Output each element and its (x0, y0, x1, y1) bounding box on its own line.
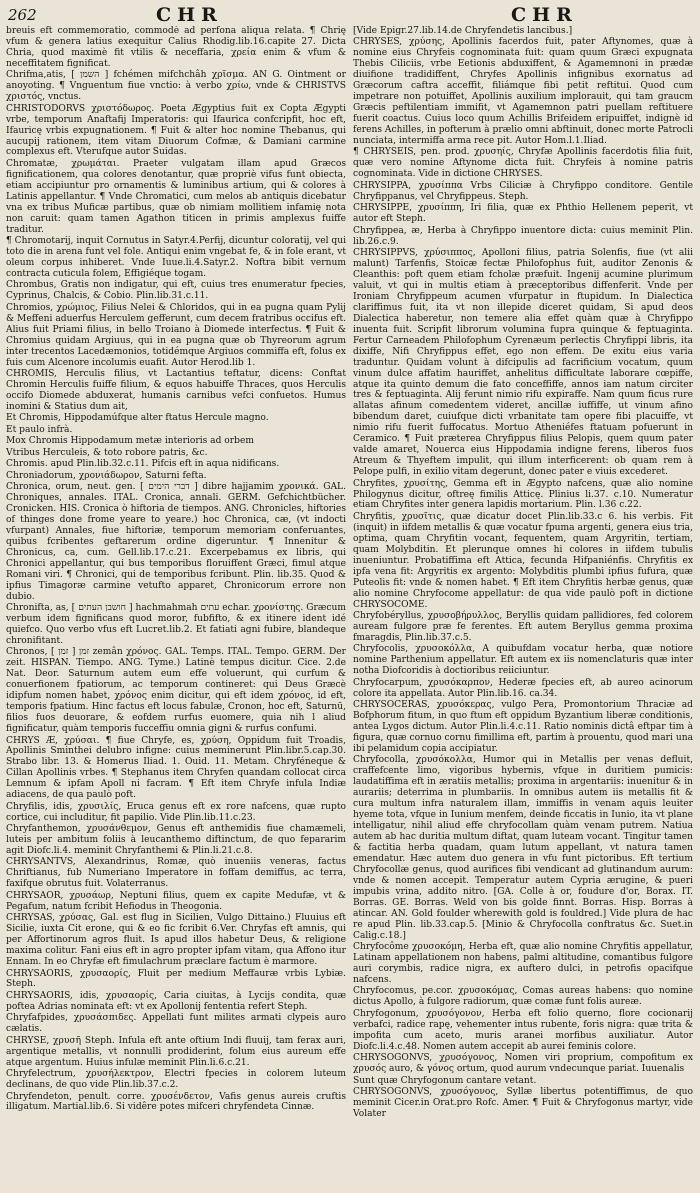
dictionary-entry: Chryfelectrum, χρυσήλεκτρον, Electri fpecies in colorem luteum declinans, de quo vide Plin.lib.37.c.2. (6, 1069, 346, 1091)
dictionary-entry: Mox Chromis Hippodamum metæ interioris ad orbem (6, 436, 254, 447)
dictionary-entry: Chryfocolis, χρυσοκόλλα, A quibufdam vocatur herba, quæ notiore nomine Parthenium appellatur. Eft autem ex iis nomenclaturis quæ inter notha Diofcoridis à doctioribus reiiciuntur. (353, 644, 693, 677)
dictionary-entry: Chryfafpides, χρυσάσπιδες. Appellati funt milites armati clypeis auro cælatis. (6, 1013, 346, 1035)
dictionary-entry: Chryfocôme χρυσοκόμη, Herba eft, quæ alio nomine Chryfitis appellatur, Latinam appellationem non habens, palmi altitudine, comantibus fulgore auri corymbis, radice nigra, ex auftero dulci, in petrofis opacifque nafcens. (353, 942, 693, 985)
running-head-left: CHR (156, 4, 223, 26)
right-column (353, 26, 693, 1189)
dictionary-entry: Chryfobéryllus, χρυσοβήρυλλος, Beryllis quidam pallidiores, fed colorem auream fulgore præ fe ferentes. Eft autem Beryllus gemma proxima fmaragdis, Plin.lib.37.c.5. (353, 611, 693, 643)
dictionary-entry: ¶ Chromotarij, inquit Cornutus in Satyr.4.Perfij, dicuntur coloratij, vel qui toto die in arena funt vel fole. Antiqui enim vngebat fe, & in fole erant, vt oleum corpus inhiberet. Vnde Iuue.li.4.Satyr.2. Noftra bibit vernum contracta cuticula folem, Effigiéque togam. (6, 236, 346, 279)
dictionary-entry: Chryfitis, χρυσῖτις, quæ dicatur docet Plin.lib.33.c 6. his verbis. Fit (inquit) in iifdem metallis & quæ vocatur fpuma argenti, genera eius tria, optima, quam Chryfitin vocant, fequentem, quam Argyritin, tertiam, quam Molybditin. Et plerunque omnes hi colores in iifdem tubulis inueniuntur. Probatiffima eft Attica, fecunda Hifpaniénfis. Chryfitis ex ipfa vena fit: Argyritis ex argento: Molybditis plumbi ipfius fufura, quæ Puteolis fit: vnde & nomen habet. ¶ Eft item Chryfitis herbæ genus, quæ alio nomine Chryfocome appellatur: de qua vide paulò poft in dictione CHRYSOCOME. (353, 511, 693, 610)
dictionary-entry: Chromis. apud Plin.lib.32.c.11. Pifcis eft in aqua nidificans. (6, 459, 280, 470)
dictionary-entry: CHRYSOGONVS, χρυσόγονος, Nomen viri proprium, compofitum ex χρυσός auro, & γόνος ortum, quod aurum vndecunque pariat. Iuuenalis (353, 1053, 693, 1075)
running-head-right: CHR (511, 4, 578, 26)
dictionary-entry: breuis eft commemoratio, commodè ad perfona aliqua relata. ¶ Chrię vfum & genera latius exequitur Calius Rhodig.lib.16.capite 27. Dicta Chria, quod maximè fit vtilis & neceffaria, χρεία enim & vfum & neceffitatem fignificat. (6, 26, 346, 69)
dictionary-entry: CHRYSANTVS, Alexandrinus, Romæ, quò inueniis veneras, factus Chriftianus, fub Numeriano Imperatore in foffam demiffus, ac terra, faxifque obrutus fuit. Volaterranus. (6, 857, 346, 890)
dictionary-entry: Chronica, orum, neut. gen. [ דברי הימים ] dibre hajjamim χρονικά. GAL. Chroniques, annales. ITAL. Cronica, annali. GERM. Gefchichtbücher. Cronicken. HIS. Cronica ò hiftoria de tiempos. ANG. Chronicles, hiftories of thinges done frome yeare to yeare.) hoc Chronica, cæ, (vt indocti vfurpant) Annales, fiue hiftoriæ, temporum memoriam conferuantes, quibus fcribentes geftarerum ordine digeruntur. ¶ Innenitur & Chronicus, ca, cum. Gell.lib.17.c.21. Excerpebamus ex libris, qui Chronici appellantur, qui bus temporibus floruiffent Græci, fimul atque Romani viri. ¶ Chronici, qui de temporibus fcribunt. Plin. lib.35. Quod & ipfius Timagoræ carmine vetufto apparet, Chronicorum errore non dubio. (6, 482, 346, 602)
dictionary-entry: CHRYSIPPVS, χρύσιππος, Apolloni filius, patria Solenfis, fiue (vt alii malunt) Tarfenfis, Stoicæ fectæ Philofophus fuit, auditor Zenonis & Cleanthis: poft quem etiam fcholæ præfuit. Ingenij acumine plurimum valuit, vt qui in multis etiam à præceptoribus diffenferit. Vnde per Ironiam Chryfippeum acumen vfurpatur in ftupidum. In Dialectica clariffimus fuit, ita vt non illepide diceret quidam, Si apud deos Dialectica haberetur, non temere alia effet quàm quæ à Chryfippo inuenta fuit. Scripfit librorum volumina fupra quinque & feptuaginta. Fertur Carneadem Philofophum Cyrenæum perlectis Chryfippi libris, ita dixiffe, Nifi Chryfippus effet, ego non effem. De exitu eius varia traduntur. Quidam volunt à difcipulis ad facrificium vocatum, quum vinum dulce affatim hauriffet, anhelitus difficultate laborare cœpiffe, atque ita quinto demum die fato conceffiffe, annos iam natum circiter tres & feptuaginta. Alij ferunt nimio rifu expiraffe. Nam quum ficus rure allatas afinum comedentem videret, ancillæ iuffiffe, ut vinum afino bibendum daret, cuiufque dicti vrbanitate tam opere fibi placuiffe, vt nimio rifu fuerit fuffocatus. Mortuo Atheniéfes ftatuam pofuerunt in Ceramico. ¶ Fuit præterea Chryfippus filius Pelopis, quem quum pater valde amaret, Nouerca eius Hippodamia indigne ferens, liberos fuos Atreum & Thyeftem impulit, qui illum interficerent: ob quam rem à Pelope pulfi, in exilio vitam degerunt, donec pater e viuis excederet. (353, 248, 693, 478)
dictionary-entry: CHRYSES, χρύσης, Apollinis facerdos fuit, pater Aftynomes, quæ à nomine eius Chryfeis cognominata fuit: quam quum Græci expugnata Thebis Ciliciis, vrbe Eetionis abduxiffent, & Agamemnoni in prædæ diuifione tradidiffent, Chryfes Apollinis infignibus exornatus ad Græcorum caftra acceffit, filiámque fibi petit reftitui. Quod cum impetrare non potuiffet, Apollinis auxilium implorauit, qui tam graucm Græcis peftilentiam immifit, vt Agamemnon patri puellam reftituere fuerit coactus. Cuius loco quum Achillis Brifeidem eripuiffet, indignè id ferens Achilles, in pofterum à prælio omni abftinuit, donec morte Patrocli nunciata, intermiffa arma rece pit. Autor Hom.l.1.Iliad. (353, 37, 693, 147)
dictionary-entry: CHRYSAORIS, χρυσαορίς, Fluit per medium Meffauræ vrbis Lybiæ. Steph. (6, 968, 346, 990)
dictionary-entry: Chryfanthemon, χρυσάνθεμον, Genus eft anthemidis fiue chamæmeli, luteis per ambitum foliis à leucanthemo diftinctum, de quo fepararim agit Diofc.li.4. meminit Chryfanthemi & Plin.li.21.c.8. (6, 824, 346, 857)
dictionary-entry: CHRYSAORIS, idis, χρυσαορίς, Caria ciuitas, à Lycijs condita, quæ poftea Adrias nominata eft: vt ex Apollonij fententia refert Steph. (6, 990, 346, 1012)
page-header (6, 4, 694, 26)
dictionary-entry: Chryfippea, æ, Herba à Chryfippo inuentore dicta: cuius meminit Plin. lib.26.c.9. (353, 225, 693, 247)
page-number: 262 (8, 6, 37, 24)
dictionary-entry: Vtribus Herculeis, & toto robore patris, &c. (6, 447, 208, 458)
dictionary-entry: Chrifma,atis, [ השמן ] fchémen mifchchâh χρῖσμα. AN G. Ointment or anoyoting. ¶ Vnguentum fiue vnctio: à verbo χρίω, vnde & CHRISTVS χριστός, vnctus. (6, 70, 346, 103)
dictionary-entry: CHRYSE, χρυσῆ Steph. Infula eft ante oftium Indi fluuij, tam ferax auri, argentique metallis, vt nonnulli prodiderint, folum eius aureum effe atque argentum. Huius infulæ meminit Plin.li.6.c.21. (6, 1035, 346, 1068)
dictionary-entry: [Vide Epigr.27.lib.14.de Chryfendetis lancibus.] (353, 26, 573, 36)
dictionary-entry: ¶ CHRYSEIS, pen. prod. χρυσηίς, Chryfæ Apollinis facerdotis filia fuit, quæ vero nomine Aftynome dicta fuit. Chryfeis à nomine patris cognominata. Vide in dictione CHRYSES. (353, 147, 693, 180)
dictionary-entry: CHRYS Æ, χρύσαι. ¶ fiue Chryfe, es, χρύση, Oppidum fuit Troadis, Apollinis Sminthei delubro infigne: cuius meminerunt Plin.libr.5.cap.30. Strabo libr. 13. & Homerus Iliad. 1. Ouid. 11. Metam. Chryféneque & Cillan Apollinis vrbes. ¶ Stephanus item Chryfen quandam collocat circa Lemnum & ipfam Apoll ni facram. ¶ Eft item Chryfe infula Indiæ adiacens, de qua paulò poft. (6, 735, 346, 801)
dictionary-entry: CHROMIS, Herculis filius, vt Lactantius teftatur, dicens: Conftat Chromin Herculis fuiffe filium, & equos habuiffe Thraces, quos Herculis occifo Diomede abduxerat, humanis carnibus vefci confuetos. Humus inomini & Statius dum ait, (6, 369, 346, 412)
dictionary-entry: CHRYSOGONVS, χρυσόγονος, Syllæ libertus potentiffimus, de quo meminit Cicer.in Orat.pro Rofc. Amer. ¶ Fuit & Chryfogonus martyr, vide Volater (353, 1087, 693, 1119)
dictionary-entry: CHRYSAS, χρύσας, Gal. est flug in Sicilien, Vulgo Dittaino.) Fluuius eft Sicilie, iuxta Cit erone, qui & eo fic fcribit 6.Ver. Chryfas eft amnis, qui per Affortinorum agros fluit. Is apud illos habetur Deus, & religione maxima colitur. Fani eius eft in agro propter ipfam vitam, qua Affono itur Ennam. In eo Chryfæ eft fimulachrum præclare factum è marmore. (6, 913, 346, 968)
dictionary-entry: CHRYSAOR, χρυσάωρ, Neptuni filius, quem ex capite Medufæ, vt & Pegafum, natum fcribit Hefiodus in Theogonia. (6, 890, 346, 912)
dictionary-entry: CHRISTODORVS χριστόδωρος. Poeta Ægyptius fuit ex Copta Ægypti vrbe, temporum Anaftafij Imperatoris: qui Ifaurica confcripfit, hoc eft, Ifauricę vrbis expugnationem. ¶ Fuit & alter hoc nomine Thebanus, qui aucupij rationem, item vitam Diuorum Cofmæ, & Damiani carmine complexus eft. Vterufque autor Suidas. (6, 103, 346, 158)
dictionary-entry: Chrombus, Gratis non indigatur, qui eft, cuius tres enumeratur fpecies, Cyprinus, Chalcis, & Cobio. Plin.lib.31.c.11. (6, 280, 346, 302)
two-column-text (6, 26, 694, 1189)
dictionary-entry: Chromatæ, χρωμάται. Praeter vulgatam illam apud Græcos fignificationem, qua colores denotantur, quæ propriè vifus funt obiecta, etiam accipiuntur pro ornamentis & luminibus artium, qui & colores à Latinis appellantur. ¶ Vnde Chromatici, cum melos ab antiquis dicebatur vna ex tribus Muficæ partibus, quæ ob nimiam mollitiem infamię nota non caruit: quam tamen Agathon titicen in primis amplexus fuiffe traditur. (6, 158, 346, 235)
dictionary-entry: Chryfites, χρυσίτης, Gemma eft in Ægypto nafcens, quæ alio nomine Philogynus dicitur, oftreę fimilis Atticę. Plinius li.37. c.10. Numeratur etiam Chryfites inter genera lapidis mortarium. Plin. l.36 c.22. (353, 478, 693, 511)
dictionary-entry: Chryfendeton, penult. corre. χρυσένδετον, Vafis genus aureis cruftis illigatum. Martial.lib.6. Si vidêre potes mifceri chryfendeta Cinnæ. (6, 1091, 346, 1113)
dictionary-entry: Chryfocomus, pe.cor. χρυσοκόμας, Comas aureas habens: quo nomine dictus Apollo, à fulgore radiorum, quæ comæ funt folis aureæ. (353, 986, 693, 1008)
dictionary-entry: CHRYSIPPA, χρυσίππα Vrbs Ciliciæ à Chryfippo conditore. Gentile Chryfippanus, vel Chryfippeus. Steph. (353, 180, 693, 202)
dictionary-entry: Et paulo infrà. (6, 424, 73, 435)
left-column (6, 26, 346, 1189)
dictionary-entry: Et Chromis, Hippodamúfque alter ftatus Hercule magno. (6, 413, 269, 424)
dictionary-entry: Sunt quæ Chryfogonum cantare vetant. (353, 1075, 537, 1086)
dictionary-entry: Chromios, χρώμιος, Filius Nelei & Chloridos, qui in ea pugna quam Pylij & Meffeni aduerfus Herculem gefferunt, cum decem fratribus occifus eft. Alius fuit Priami filius, in bello Troiano à Diomede interfectus. ¶ Fuit & Chromius quidam Argiuus, qui in ea pugna quæ ob Thyreorum agrum inter trecentos Lacedæmonios, totidémque Argiuos commiffa eft, folus ex fuis cum Alcenore incolumis euafit. Autor Herod.lib 1. (6, 302, 346, 368)
dictionary-entry: Chroniadorum, χρονιάδωρον, Saturni fefta. (6, 470, 207, 481)
dictionary-entry: CHRYSIPPE, χρυσίππη, Iri filia, quæ ex Phthio Hellenem peperit, vt autor eft Steph. (353, 203, 693, 225)
dictionary-entry: Chryfocolla, χρυσόκολλα, Humor qui in Metallis per venas defluit, craffefcente limo, vigoribus hybernis, vfque in duritiem pumicis: laudatiffima eft in æratiis metallis; proxima in argentariis: inuenitur & in aurariis; deterrima in plumbariis. In omnibus autem iis metallis fit & cura multum infra naturalem illam, immiffis in venam aquis leuiter hyeme tota, vfque in Iunium menfem, deinde ficcatis in Iunio, ita vt plane intelligatur, nihil aliud effe chryfocollam quàm venam putrem. Natiua autem ab hac duritia multum diftat, quam luteam vocant. Tingitur tamen & factitia herba quadam, quam lutum appellant, vt natura tamen emendatur. Hæc autem duo genera in vfu funt pictoribus. Eft tertium Chryfocollæ genus, quod aurifices fibi vendicant ad glutinandum aurum: vnde & nomen accepit. Temperatur autem Cypria ærugine, & pueri impubis vrina, addito nitro. [GA. Colle à or, foudure d'or, Borax. IT. Borras. GE. Borras. Weld von bis golde finnt. Borras. Hisp. Borras à atincar. AN. Gold foulder wherewith gold is fouldred.] Vide plura de hac re apud Plin. lib.33.cap.5. [Minio & Chryfocolla conftratus &c. Suet.in Calig.c.18.] (353, 755, 693, 941)
dictionary-entry: Chryfogonum, χρυσόγονον, Herba eft folio querno, flore cocionarij verbafci, radice rapę, vehementer intus rubente, foris nigra: quæ trita & impofita cum aceto, muris aranei morfibus auxiliatur. Autor Diofc.li.4.c.48. Nomen autem accepit ab aurei feminis colore. (353, 1008, 693, 1052)
dictionary-entry: Chronifta, as, [ חושבן העתים ] hachmahmah עתים echar. χρονίστης. Græcum verbum idem fignificans quod moror, fubfifto, & ex itinere ident idé quiefco. Quo verbo vfus eft Lucret.lib.2. Et fatiati agni fubire, blandeque chronifitant. (6, 603, 346, 646)
dictionary-entry: Chronos, [ זמן ] זמן zemân χρόνος. GAL. Temps. ITAL. Tempo. GERM. Der zeit. HISPAN. Tiempo. ANG. Tyme.) Latinè tempus dicitur. Cice. 2.de Nat. Deor. Saturnum autem eum effe voluerunt, qui curfum & conuerfionem fpatiorum, ac temporum contineret: qui Deus Græcè idipfum nomen habet, χρόνος enim dicitur, qui eft idem χρόνος, id eft, temporis fpatium. Hinc factus eft locus fabulæ, Cronon, hoc eft, Saturnū, filios fuos deuorare, & eofdem rurfus euomere, quia nih l aliud fignificatur, quàm temporis fucceffiu omnia gigni & rurfus confumi. (6, 647, 346, 735)
dictionary-entry: CHRYSOCERAS, χρυσόκερας, vulgo Pera, Promontorium Thraciæ ad Bofphorum fitum, in quo ftum eft oppidum Byzantium liberæ conditionis, antea Lygos dictum. Autor Plin.li.4.c.11. Ratio nominis dictâ eftpar tim à figura, quæ cornuo cornu fimillima eft, partim à prouentu, quod mari una ibi pelamidum copia accipiatur. (353, 700, 693, 754)
dictionary-entry: Chryfocarpum, χρυσόκαρπον, Hederæ fpecies eft, ab aureo acinorum colore ita appellata. Autor Plin.lib.16. ca.34. (353, 677, 693, 699)
dictionary-entry: Chryfilis, idis, χρυσιλίς, Eruca genus eft ex rore nafcens, quæ rupto cortice, cui includitur, fit papilio. Vide Plin.lib.11.c.23. (6, 801, 346, 823)
